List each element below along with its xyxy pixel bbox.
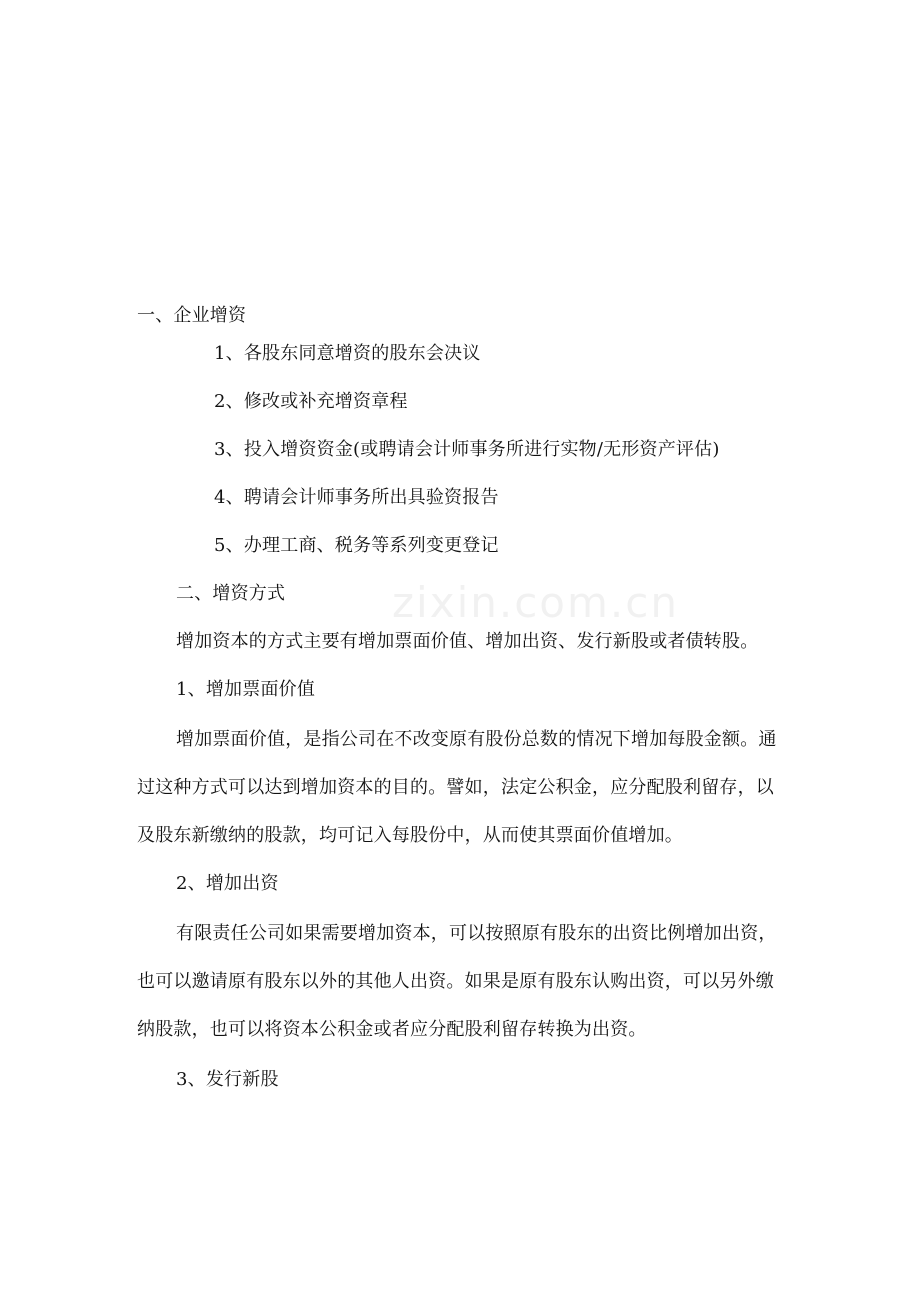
subsection-1-title: 1、增加票面价值 bbox=[176, 679, 316, 700]
subsection-1-line-2: 过这种方式可以达到增加资本的目的。譬如，法定公积金，应分配股利留存，以 bbox=[137, 777, 774, 798]
subsection-2-line-2: 也可以邀请原有股东以外的其他人出资。如果是原有股东认购出资，可以另外缴 bbox=[137, 971, 774, 992]
intro-paragraph: 增加资本的方式主要有增加票面价值、增加出资、发行新股或者债转股。 bbox=[176, 631, 759, 652]
step-3: 3、投入增资资金(或聘请会计师事务所进行实物/无形资产评估) bbox=[214, 439, 720, 460]
watermark: zixin.com.cn bbox=[392, 578, 679, 627]
step-1: 1、各股东同意增资的股东会决议 bbox=[214, 343, 481, 364]
step-2: 2、修改或补充增资章程 bbox=[214, 391, 408, 412]
subsection-2-line-1: 有限责任公司如果需要增加资本，可以按照原有股东的出资比例增加出资， bbox=[176, 923, 777, 944]
step-4: 4、聘请会计师事务所出具验资报告 bbox=[214, 487, 499, 508]
subsection-1-line-1: 增加票面价值，是指公司在不改变原有股份总数的情况下增加每股金额。通 bbox=[176, 729, 777, 750]
subsection-2-line-3: 纳股款，也可以将资本公积金或者应分配股利留存转换为出资。 bbox=[137, 1019, 647, 1040]
subsection-2-title: 2、增加出资 bbox=[176, 873, 279, 894]
subsection-3-title: 3、发行新股 bbox=[176, 1069, 279, 1090]
section-1-title: 一、企业增资 bbox=[137, 305, 247, 326]
step-5: 5、办理工商、税务等系列变更登记 bbox=[214, 535, 499, 556]
section-2-title: 二、增资方式 bbox=[176, 583, 286, 604]
subsection-1-line-3: 及股东新缴纳的股款，均可记入每股份中，从而使其票面价值增加。 bbox=[137, 825, 683, 846]
